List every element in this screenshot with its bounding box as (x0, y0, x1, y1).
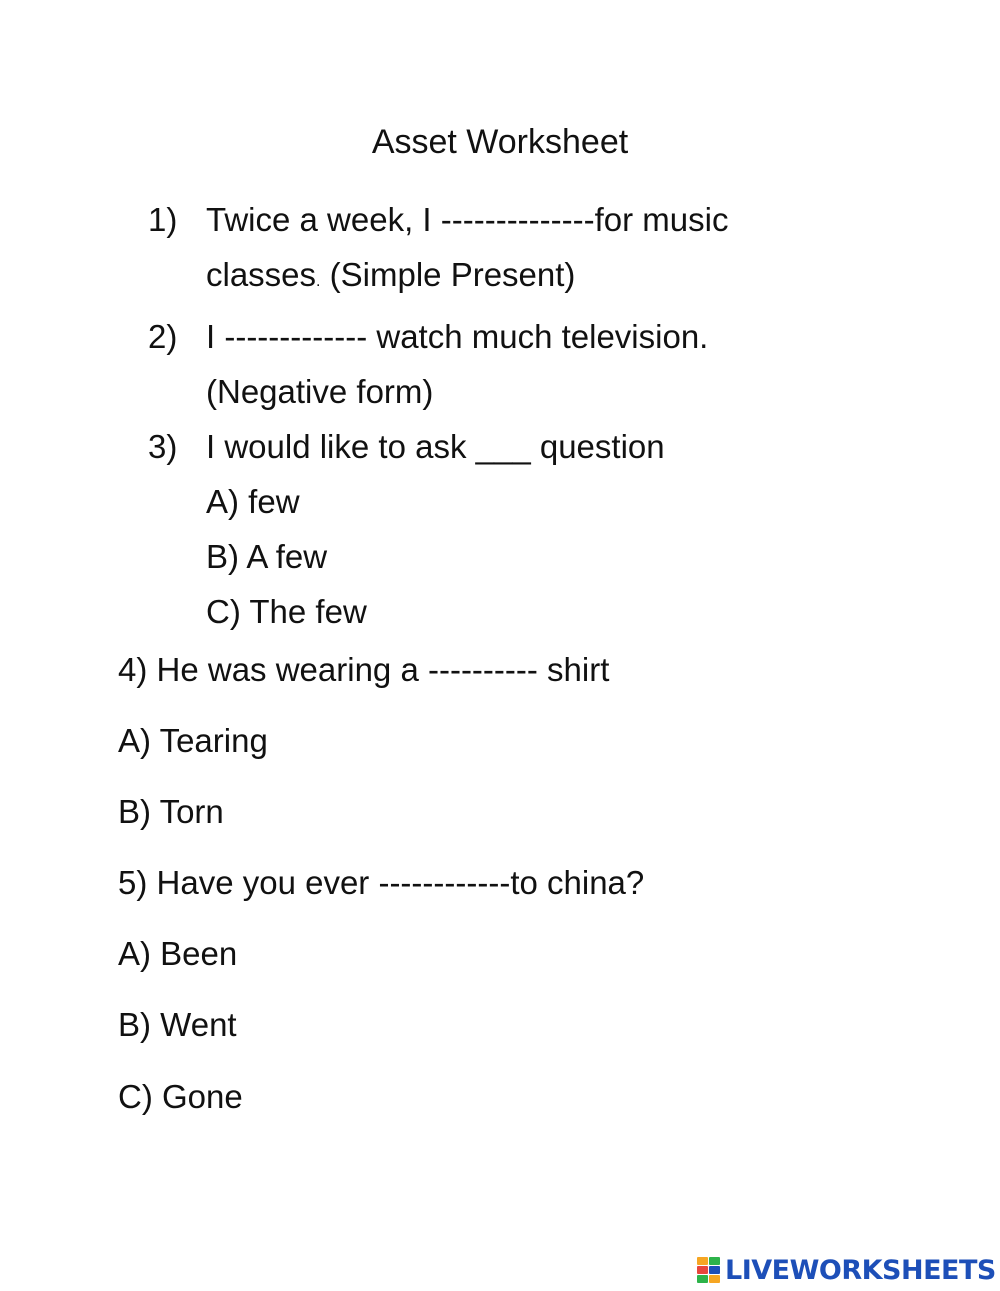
page-title: Asset Worksheet (371, 123, 629, 161)
question-3 (148, 419, 880, 474)
answer-option[interactable]: A) few (206, 483, 300, 520)
question-text: I would like to ask ___ question (206, 428, 665, 465)
question-number: 1) (148, 201, 178, 238)
question-2 (148, 309, 880, 419)
answer-option[interactable]: B) A few (206, 538, 328, 575)
answer-option[interactable]: A) Tearing (118, 722, 268, 759)
answer-option[interactable]: C) The few (206, 593, 367, 630)
question-number: 2) (148, 318, 178, 355)
question-4-text: 4) He was wearing a ---------- shirt (118, 651, 610, 688)
question-5-text: 5) Have you ever ------------to china? (118, 864, 645, 901)
answer-option[interactable]: B) Went (118, 1006, 237, 1043)
answer-option[interactable]: B) Torn (118, 793, 224, 830)
question-text: Twice a week, I --------------for music (206, 201, 729, 238)
question-hint: classes. (Simple Present) (206, 256, 576, 293)
question-hint: (Negative form) (206, 373, 434, 410)
question-number: 3) (148, 428, 178, 465)
answer-option[interactable]: C) Gone (118, 1078, 243, 1115)
brand-name: LIVEWORKSHEETS (725, 1254, 996, 1286)
question-1 (148, 192, 880, 309)
question-text: I ------------- watch much television. (206, 318, 709, 355)
answer-option[interactable]: A) Been (118, 935, 238, 972)
numbered-questions (148, 192, 880, 639)
liveworksheets-logo-icon (697, 1255, 721, 1285)
liveworksheets-brand[interactable] (697, 1253, 996, 1287)
